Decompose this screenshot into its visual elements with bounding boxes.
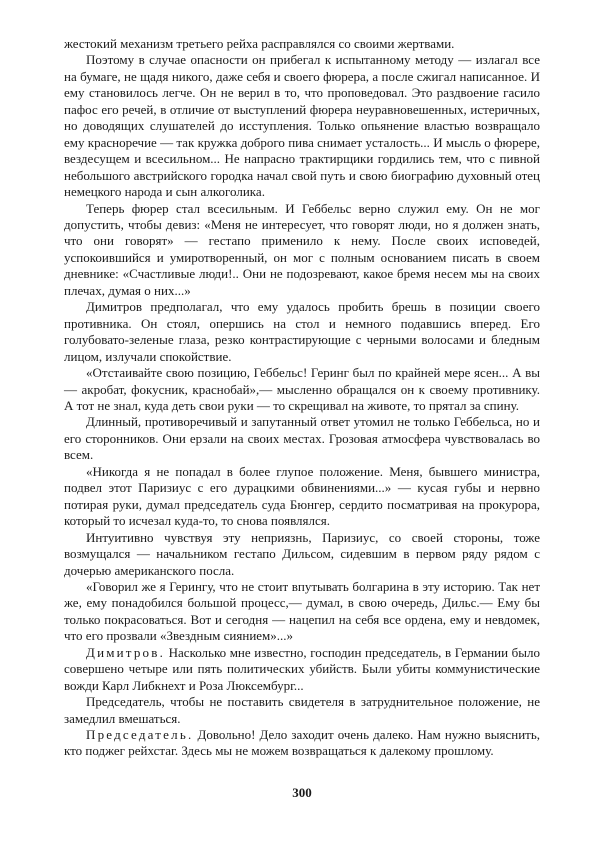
paragraph-3: Теперь фюрер стал всесильным. И Геббельс верно служил ему. Он не мог допустить, чтобы девиз: «Меня не интересует, что говорят люди, но я должен знать, что они говорят» — гестапо применило к нему. После своих исповедей, успокоившийся и умиротворенный, он мог с полным основанием писать в своем дневнике: «Счастливые люди!.. Они не подозревают, какое бремя несем мы на своих плечах, думая о них...»	[64, 200, 540, 298]
book-page	[64, 36, 540, 836]
paragraph-1: жестокий механизм третьего рейха расправлялся со своими жертвами.	[64, 36, 455, 51]
paragraph-7: «Никогда я не попадал в более глупое положение. Меня, бывшего министра, подвел этот Паризиус с его дурацкими обвинениями...» — кусая губы и нервно потирая руки, думал председатель суда Бюнгер, сердито посматривая на прокурора, который то исчезал куда-то, то снова появлялся.	[64, 463, 540, 529]
paragraph-2: Поэтому в случае опасности он прибегал к испытанному методу — излагал все на бумаге, не щадя никого, даже себя и своего фюрера, а после сжигал написанное. И ему становилось легче. Он не верил в то, что проповедовал. Это раздвоение гасило пафос его речей, в отличие от выступлений фюрера неуравновешенных, истеричных, но доводящих слушателей до исступления. Только опьянение властью возвращало ему красноречие — так кружка доброго пива снимает усталость... И мысль о фюрере, вездесущем и всесильном... Не напрасно трактирщики гордились тем, что с пивной небольшого австрийского городка начал свой путь и свою биографию духовный отец немецкого народа и сын алкоголика.	[64, 52, 540, 200]
paragraph-12	[64, 727, 540, 760]
speaker-name: Председатель.	[86, 727, 194, 743]
paragraph-8: Интуитивно чувствуя эту неприязнь, Паризиус, со своей стороны, тоже возмущался — начальником гестапо Дильсом, сидевшим в первом ряду рядом с дочерью американского посла.	[64, 529, 540, 578]
speaker-name: Димитров.	[86, 644, 166, 660]
paragraph-5: «Отстаивайте свою позицию, Геббельс! Геринг был по крайней мере ясен... А вы — акробат, фокусник, краснобай»,— мысленно обращался он к своему противнику. А тот не знал, куда деть свои руки — то скрещивал на животе, то прятал за спину.	[64, 365, 540, 413]
body-text	[64, 36, 540, 760]
speech-text: Насколько мне известно, господин председатель, в Германии было совершено четыре или пять политических убийств. Были убиты коммунистические вожди Карл Либкнехт и Роза Люксембург...	[64, 644, 540, 693]
page-number: 300	[292, 785, 312, 800]
paragraph-4: Димитров предполагал, что ему удалось пробить брешь в позиции своего противника. Он стоял, опершись на стол и немного подавшись вперед. Его голубовато-зеленые глаза, резко контрастирующие с черными волосами и бледным лицом, излучали спокойствие.	[64, 299, 540, 364]
speech-text: Довольно! Дело заходит очень далеко. Нам нужно выяснить, кто поджег рейхстаг. Здесь мы не можем возвращаться к далекому прошлому.	[64, 727, 541, 759]
paragraph-9: «Говорил же я Герингу, что не стоит впутывать болгарина в эту историю. Так нет же, ему понадобился большой процесс,— думал, в свою очередь, Дильс.— Ему бы только покрасоваться. Вот и сегодня — нацепил на себя все ордена, ему и невдомек, что его прозвали «Звездным сиянием»...»	[64, 578, 540, 644]
paragraph-10	[64, 645, 540, 694]
paragraph-11: Председатель, чтобы не поставить свидетеля в затруднительное положение, не замедлил вмешаться.	[64, 694, 540, 726]
paragraph-6: Длинный, противоречивый и запутанный ответ утомил не только Геббельса, но и его сторонников. Они ерзали на своих местах. Грозовая атмосфера чувствовалась во всем.	[64, 414, 540, 463]
